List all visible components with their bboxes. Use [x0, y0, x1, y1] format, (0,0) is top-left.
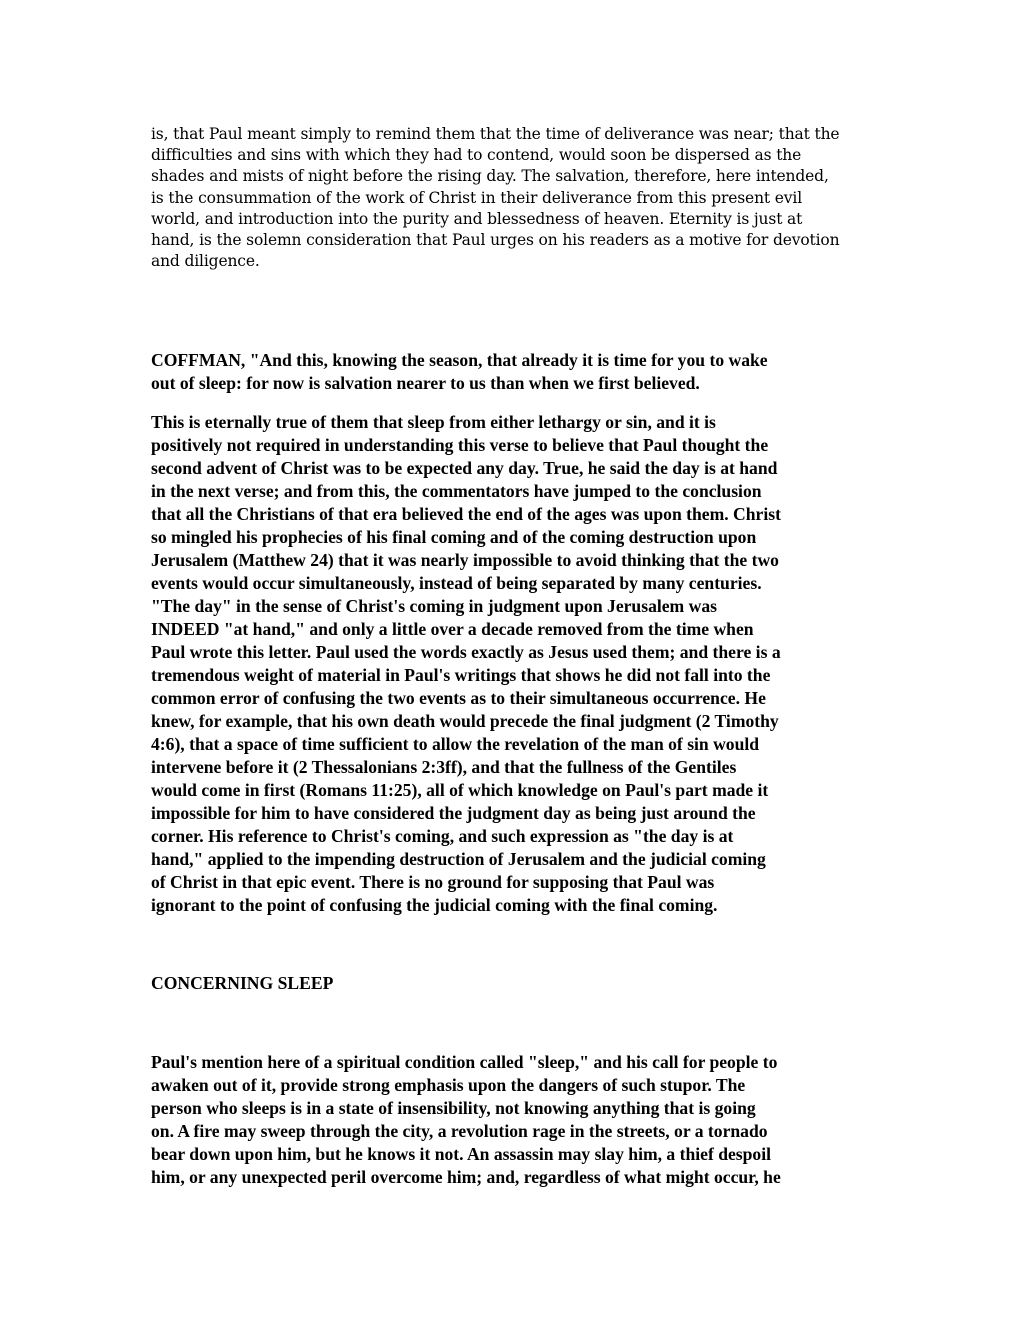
- commentary-paragraph: [151, 411, 876, 917]
- text-line: Paul's mention here of a spiritual condition called "sleep," and his call for people to: [151, 1052, 778, 1072]
- section-heading-text: CONCERNING SLEEP: [151, 973, 334, 993]
- text-line: hand, is the solemn consideration that Paul urges on his readers as a motive for devotion: [151, 231, 840, 250]
- sleep-paragraph: [151, 1051, 876, 1189]
- text-line: world, and introduction into the purity and blessedness of heaven. Eternity is just at: [151, 209, 803, 228]
- text-line: hand," applied to the impending destruction of Jerusalem and the judicial coming: [151, 849, 766, 869]
- text-line: events would occur simultaneously, instead of being separated by many centuries.: [151, 573, 762, 593]
- section-heading-concerning-sleep: [151, 972, 876, 995]
- text-line: positively not required in understanding this verse to believe that Paul thought the: [151, 435, 769, 455]
- text-line: difficulties and sins with which they had to contend, would soon be dispersed as the: [151, 146, 802, 165]
- text-line: ignorant to the point of confusing the judicial coming with the final coming.: [151, 895, 718, 915]
- text-line: Jerusalem (Matthew 24) that it was nearly impossible to avoid thinking that the two: [151, 550, 779, 570]
- text-line: impossible for him to have considered the judgment day as being just around the: [151, 803, 756, 823]
- text-line: so mingled his prophecies of his final coming and of the coming destruction upon: [151, 527, 757, 547]
- text-line: "The day" in the sense of Christ's coming in judgment upon Jerusalem was: [151, 596, 717, 616]
- text-line: second advent of Christ was to be expected any day. True, he said the day is at hand: [151, 458, 778, 478]
- text-line: in the next verse; and from this, the commentators have jumped to the conclusion: [151, 481, 762, 501]
- text-line: on. A fire may sweep through the city, a revolution rage in the streets, or a tornado: [151, 1121, 768, 1141]
- text-line: knew, for example, that his own death would precede the final judgment (2 Timothy: [151, 711, 779, 731]
- text-line: would come in first (Romans 11:25), all of which knowledge on Paul's part made it: [151, 780, 769, 800]
- text-line: shades and mists of night before the rising day. The salvation, therefore, here intended,: [151, 167, 829, 186]
- text-line: and diligence.: [151, 252, 260, 271]
- text-line: person who sleeps is in a state of insensibility, not knowing anything that is going: [151, 1098, 756, 1118]
- text-line: Paul wrote this letter. Paul used the words exactly as Jesus used them; and there is a: [151, 642, 781, 662]
- text-line: is, that Paul meant simply to remind them that the time of deliverance was near; that the: [151, 125, 840, 143]
- text-line: that all the Christians of that era believed the end of the ages was upon them. Christ: [151, 504, 781, 524]
- text-line: COFFMAN, "And this, knowing the season, that already it is time for you to wake: [151, 350, 768, 370]
- text-line: awaken out of it, provide strong emphasis upon the dangers of such stupor. The: [151, 1075, 746, 1095]
- text-line: bear down upon him, but he knows it not. An assassin may slay him, a thief despoil: [151, 1144, 772, 1164]
- text-line: intervene before it (2 Thessalonians 2:3ff), and that the fullness of the Gentiles: [151, 757, 737, 777]
- text-line: 4:6), that a space of time sufficient to allow the revelation of the man of sin would: [151, 734, 760, 754]
- coffman-verse-heading: [151, 349, 876, 395]
- text-line: INDEED "at hand," and only a little over a decade removed from the time when: [151, 619, 754, 639]
- text-line: This is eternally true of them that sleep from either lethargy or sin, and it is: [151, 412, 716, 432]
- text-line: him, or any unexpected peril overcome him; and, regardless of what might occur, he: [151, 1167, 781, 1187]
- text-line: common error of confusing the two events as to their simultaneous occurrence. He: [151, 688, 766, 708]
- text-line: is the consummation of the work of Christ in their deliverance from this present evil: [151, 188, 803, 207]
- intro-paragraph: [151, 124, 876, 272]
- text-line: out of sleep: for now is salvation nearer to us than when we first believed.: [151, 373, 700, 393]
- text-line: of Christ in that epic event. There is no ground for supposing that Paul was: [151, 872, 715, 892]
- text-line: corner. His reference to Christ's coming, and such expression as "the day is at: [151, 826, 734, 846]
- text-line: tremendous weight of material in Paul's writings that shows he did not fall into the: [151, 665, 771, 685]
